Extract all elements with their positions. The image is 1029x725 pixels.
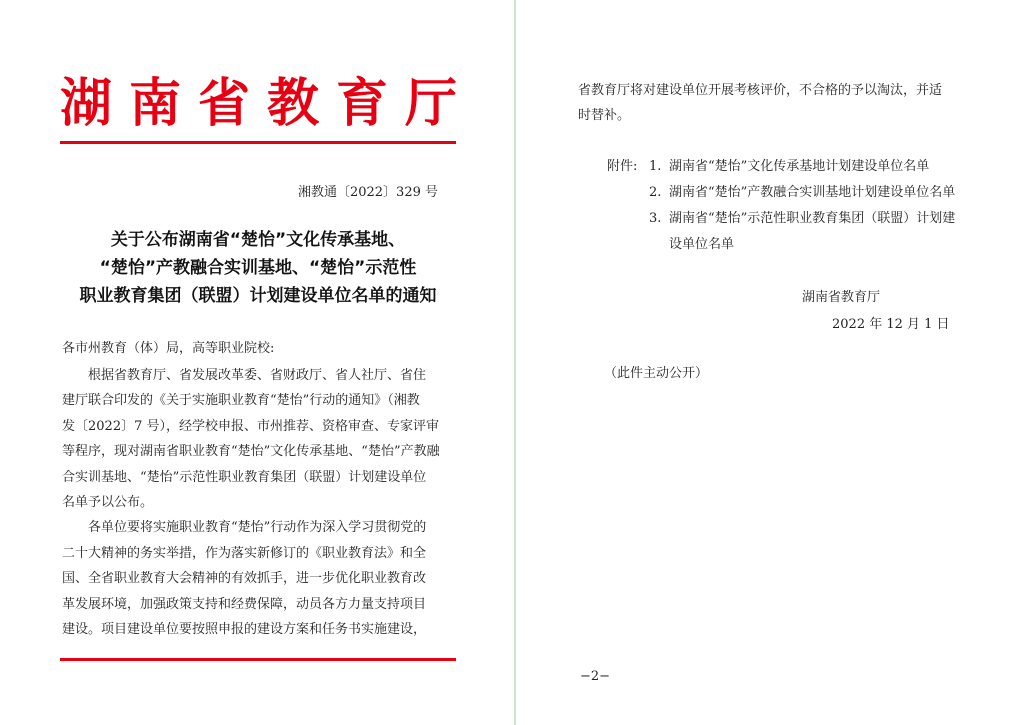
attachment-item [607,206,955,232]
title-line: “楚怡”产教融合实训基地、“楚怡”示范性 [99,258,417,278]
masthead-title: 湖南省教育厅 [60,73,475,134]
attachments-list [607,154,955,258]
attachment-item [607,154,955,180]
attachment-item [607,180,955,206]
document-title [60,226,456,310]
document-page-left [0,0,514,725]
body-line: 国、全省职业教育大会精神的有效抓手，进一步优化职业教育改 [62,571,427,587]
attachment-title: 湖南省“楚怡”示范性职业教育集团（联盟）计划建 [669,211,956,226]
body-line: 各单位要将实施职业教育“楚怡”行动作为深入学习贯彻党的 [88,520,427,536]
body-line: 根据省教育厅、省发展改革委、省财政厅、省人社厅、省住 [88,368,427,383]
attachment-title-continued: 设单位名单 [669,237,735,252]
salutation: 各市州教育（体）局，高等职业院校: [62,341,275,356]
attachments-label: 附件: [607,159,638,174]
attachment-number: 1. [649,159,662,174]
body-line: 名单予以公布。 [62,494,154,510]
attachment-title: 湖南省“楚怡”文化传承基地计划建设单位名单 [669,159,930,174]
body-text [62,363,454,642]
document-number: 湘教通〔2022〕329 号 [297,185,438,200]
page-number: −2− [580,669,611,684]
red-divider-bottom [60,658,456,661]
body-line: 省教育厅将对建设单位开展考核评价，不合格的予以淘汰，并适 [578,83,943,98]
attachment-number: 3. [649,211,662,226]
body-line: 合实训基地、“楚怡”示范性职业教育集团（联盟）计划建设单位 [62,469,427,485]
body-line: 发〔2022〕7 号），经学校申报、市州推荐、资格审查、专家评审 [62,418,439,434]
body-line: 二十大精神的务实举措，作为落实新修订的《职业教育法》和全 [62,545,427,561]
title-line: 关于公布湖南省“楚怡”文化传承基地、 [110,230,406,250]
title-line: 职业教育集团（联盟）计划建设单位名单的通知 [79,286,437,306]
signature-organization: 湖南省教育厅 [802,290,881,305]
body-line: 革发展环境，加强政策支持和经费保障，动员各方力量支持项目 [62,596,427,612]
body-line: 建厅联合印发的《关于实施职业教育“楚怡”行动的通知》（湘教 [62,393,420,409]
body-line: 等程序，现对湖南省职业教育“楚怡”文化传承基地、“楚怡”产教融 [62,444,440,460]
attachment-number: 2. [649,185,662,200]
attachment-title: 湖南省“楚怡”产教融合实训基地计划建设单位名单 [669,185,956,200]
disclosure-note: （此件主动公开） [604,366,709,381]
red-divider-top [60,141,456,144]
signature-date: 2022 年 12 月 1 日 [832,317,950,332]
body-line: 时替补。 [578,108,631,123]
continuation-text [578,78,942,128]
body-line: 建设。项目建设单位要按照申报的建设方案和任务书实施建设， [62,621,427,637]
